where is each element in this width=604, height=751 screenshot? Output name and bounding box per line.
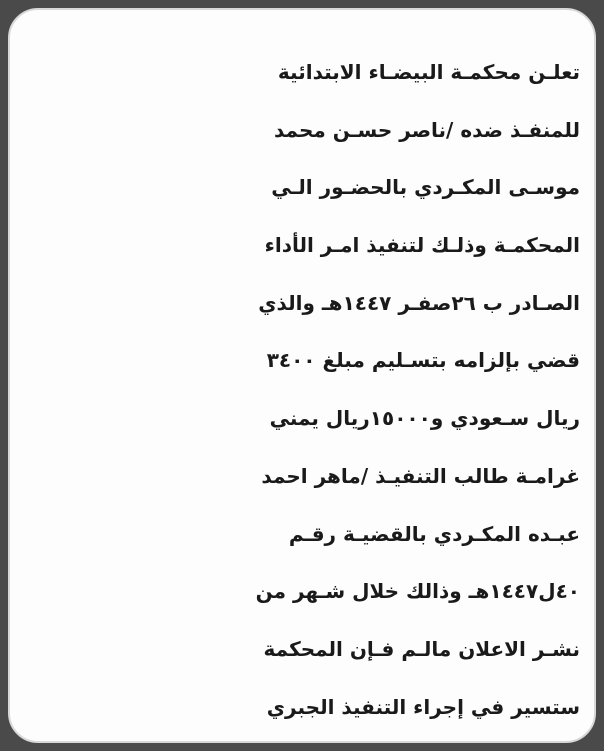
notice-card (8, 8, 596, 743)
notice-line: موسـى المكـردي بالحضـور الـي (271, 175, 580, 200)
court-notice-text (10, 44, 598, 736)
notice-line: غرامـة طالب التنفيـذ /ماهر احمد (261, 463, 580, 488)
notice-line: المحكمـة وذلـك لتنفيذ امـر الأداء (264, 233, 580, 258)
notice-line: الصـادر ب ٢٦صفـر ١٤٤٧هـ والذي (258, 290, 580, 315)
notice-line: ستسير في إجراء التنفيذ الجبري (266, 694, 580, 719)
notice-line: عبـده المكـردي بالقضيـة رقـم (288, 521, 580, 546)
notice-line: تعلـن محكمـة البيضـاء الابتدائية (277, 60, 580, 84)
notice-line: قضي بإلزامه بتسـليم مبلغ ٣٤٠٠ (266, 348, 580, 373)
notice-line: ٤٠ل١٤٤٧هـ وذالك خلال شـهر من (255, 579, 580, 604)
notice-line: ريال سـعودي و١٥٠٠٠ريال يمني (269, 406, 580, 431)
notice-line: للمنفـذ ضده /ناصر حسـن محمد (273, 117, 580, 142)
notice-line: نشـر الاعلان مالـم فـإن المحكمة (263, 636, 580, 661)
